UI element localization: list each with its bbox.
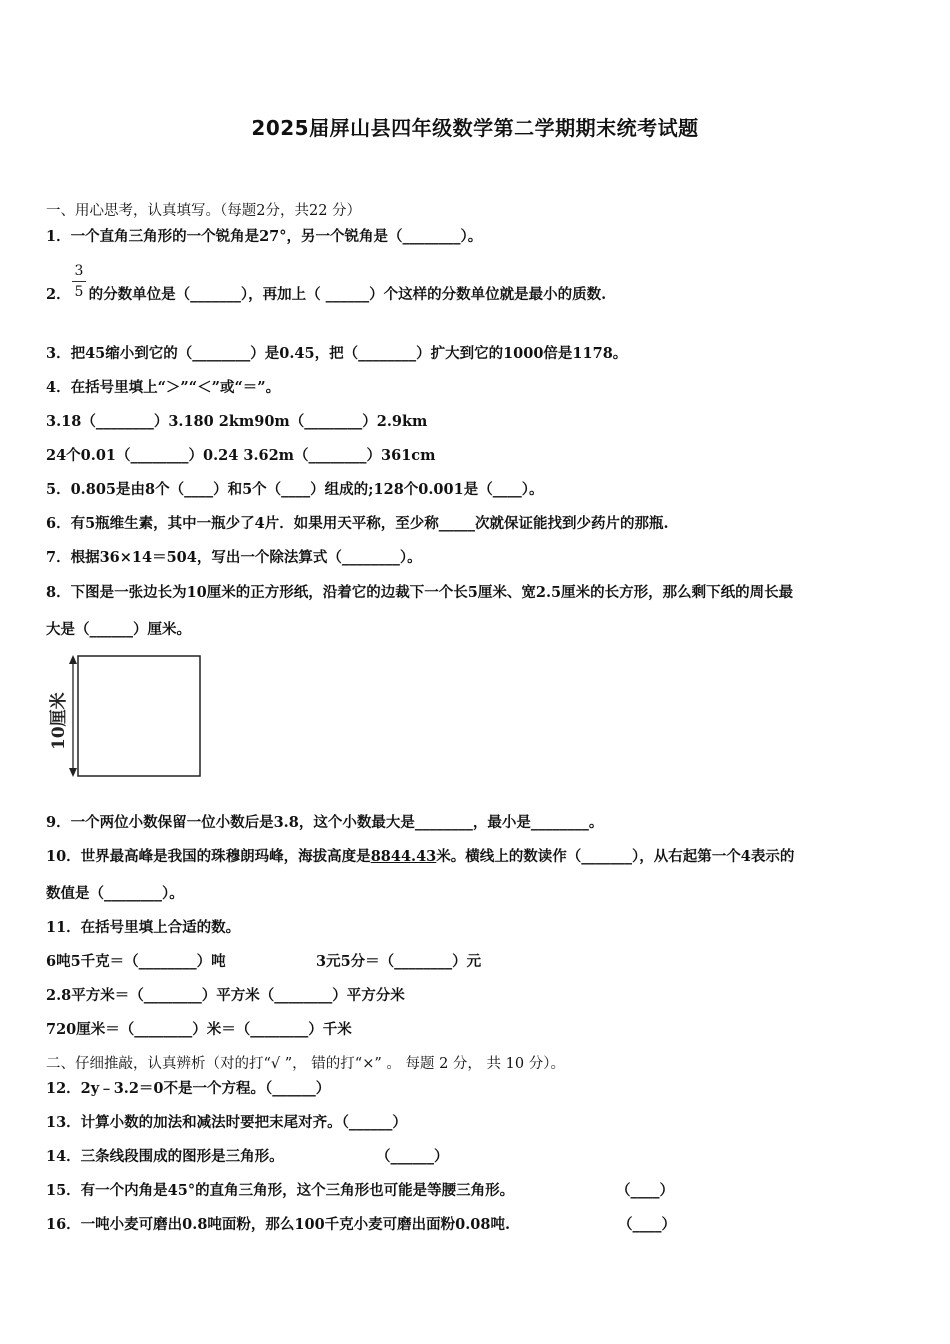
question-4-line-1: 3.18（________）3.180 2km90m（________）2.9km [46,413,428,430]
question-3: 3．把45缩小到它的（________）是0.45，把（________）扩大到它的1000倍是1178。 [46,345,628,362]
section-1-heading: 一、用心思考，认真填写。（每题2分，共22 分） [46,203,362,219]
fraction-bar [72,281,86,282]
question-4-line-2: 24个0.01（________）0.24 3.62m（________）361cm [46,447,436,464]
question-10-line-1 [46,847,794,867]
question-5: 5．0.805是由8个（____）和5个（____）组成的;128个0.001是（____）。 [46,481,544,498]
fraction-numerator: 3 [74,263,84,279]
question-14-blank: （______） [376,1148,449,1165]
question-11-line-1b: 3元5分＝（________）元 [316,953,482,970]
question-9: 9．一个两位小数保留一位小数后是3.8，这个小数最大是________，最小是________。 [46,814,604,831]
question-8-line-2: 大是（______）厘米。 [46,621,191,638]
question-6: 6．有5瓶维生素，其中一瓶少了4片．如果用天平称，至少称_____次就保证能找到少药片的那瓶. [46,515,669,532]
arrow-down-icon [69,768,77,777]
question-10-after: 米。横线上的数读作（_______），从右起第一个4表示的 [436,848,795,865]
question-7: 7．根据36×14＝504，写出一个除法算式（________）。 [46,549,422,566]
question-2-text: 的分数单位是（_______），再加上（ ______）个这样的分数单位就是最小的质数. [88,286,607,303]
question-10-before: 10．世界最高峰是我国的珠穆朗玛峰，海拔高度是 [46,848,371,865]
square-outline [78,656,200,776]
question-8-line-1: 8．下图是一张边长为10厘米的正方形纸，沿着它的边裁下一个长5厘米、宽2.5厘米的长方形，那么剩下纸的周长最 [46,584,794,601]
question-11-line-2: 2.8平方米＝（________）平方米（________）平方分米 [46,987,405,1004]
section-2-heading: 二、仔细推敲，认真辨析（对的打“√ ”， 错的打“×” 。 每题 2 分， 共 10 分）。 [46,1056,565,1072]
question-13: 13．计算小数的加法和减法时要把末尾对齐。（______） [46,1114,407,1131]
question-2-number: 2． [46,286,71,303]
question-10-line-2: 数值是（________）。 [46,885,184,902]
arrow-up-icon [69,655,77,664]
question-1: 1．一个直角三角形的一个锐角是27°，另一个锐角是（________）。 [46,228,483,245]
question-11-line-1a: 6吨5千克＝（________）吨 [46,953,226,970]
question-16: 16．一吨小麦可磨出0.8吨面粉，那么100千克小麦可磨出面粉0.08吨. [46,1216,511,1233]
question-15-blank: （____） [616,1182,674,1199]
question-12: 12．2y﹣3.2＝0不是一个方程。（______） [46,1080,331,1097]
question-4: 4．在括号里填上“＞”“＜”或“＝”。 [46,379,281,396]
question-11: 11．在括号里填上合适的数。 [46,919,241,936]
question-15: 15．有一个内角是45°的直角三角形，这个三角形也可能是等腰三角形。 [46,1182,515,1199]
question-10-underlined-number: 8844.43 [370,848,437,865]
question-2 [46,285,606,305]
question-16-blank: （____） [618,1216,676,1233]
dimension-label: 10厘米 [49,692,69,750]
question-11-line-3: 720厘米＝（________）米＝（________）千米 [46,1021,352,1038]
square-paper-figure [40,650,210,785]
page-title: 2025届屏山县四年级数学第二学期期末统考试题 [251,116,699,140]
fraction-denominator: 5 [74,284,84,300]
question-14: 14．三条线段围成的图形是三角形。 [46,1148,284,1165]
